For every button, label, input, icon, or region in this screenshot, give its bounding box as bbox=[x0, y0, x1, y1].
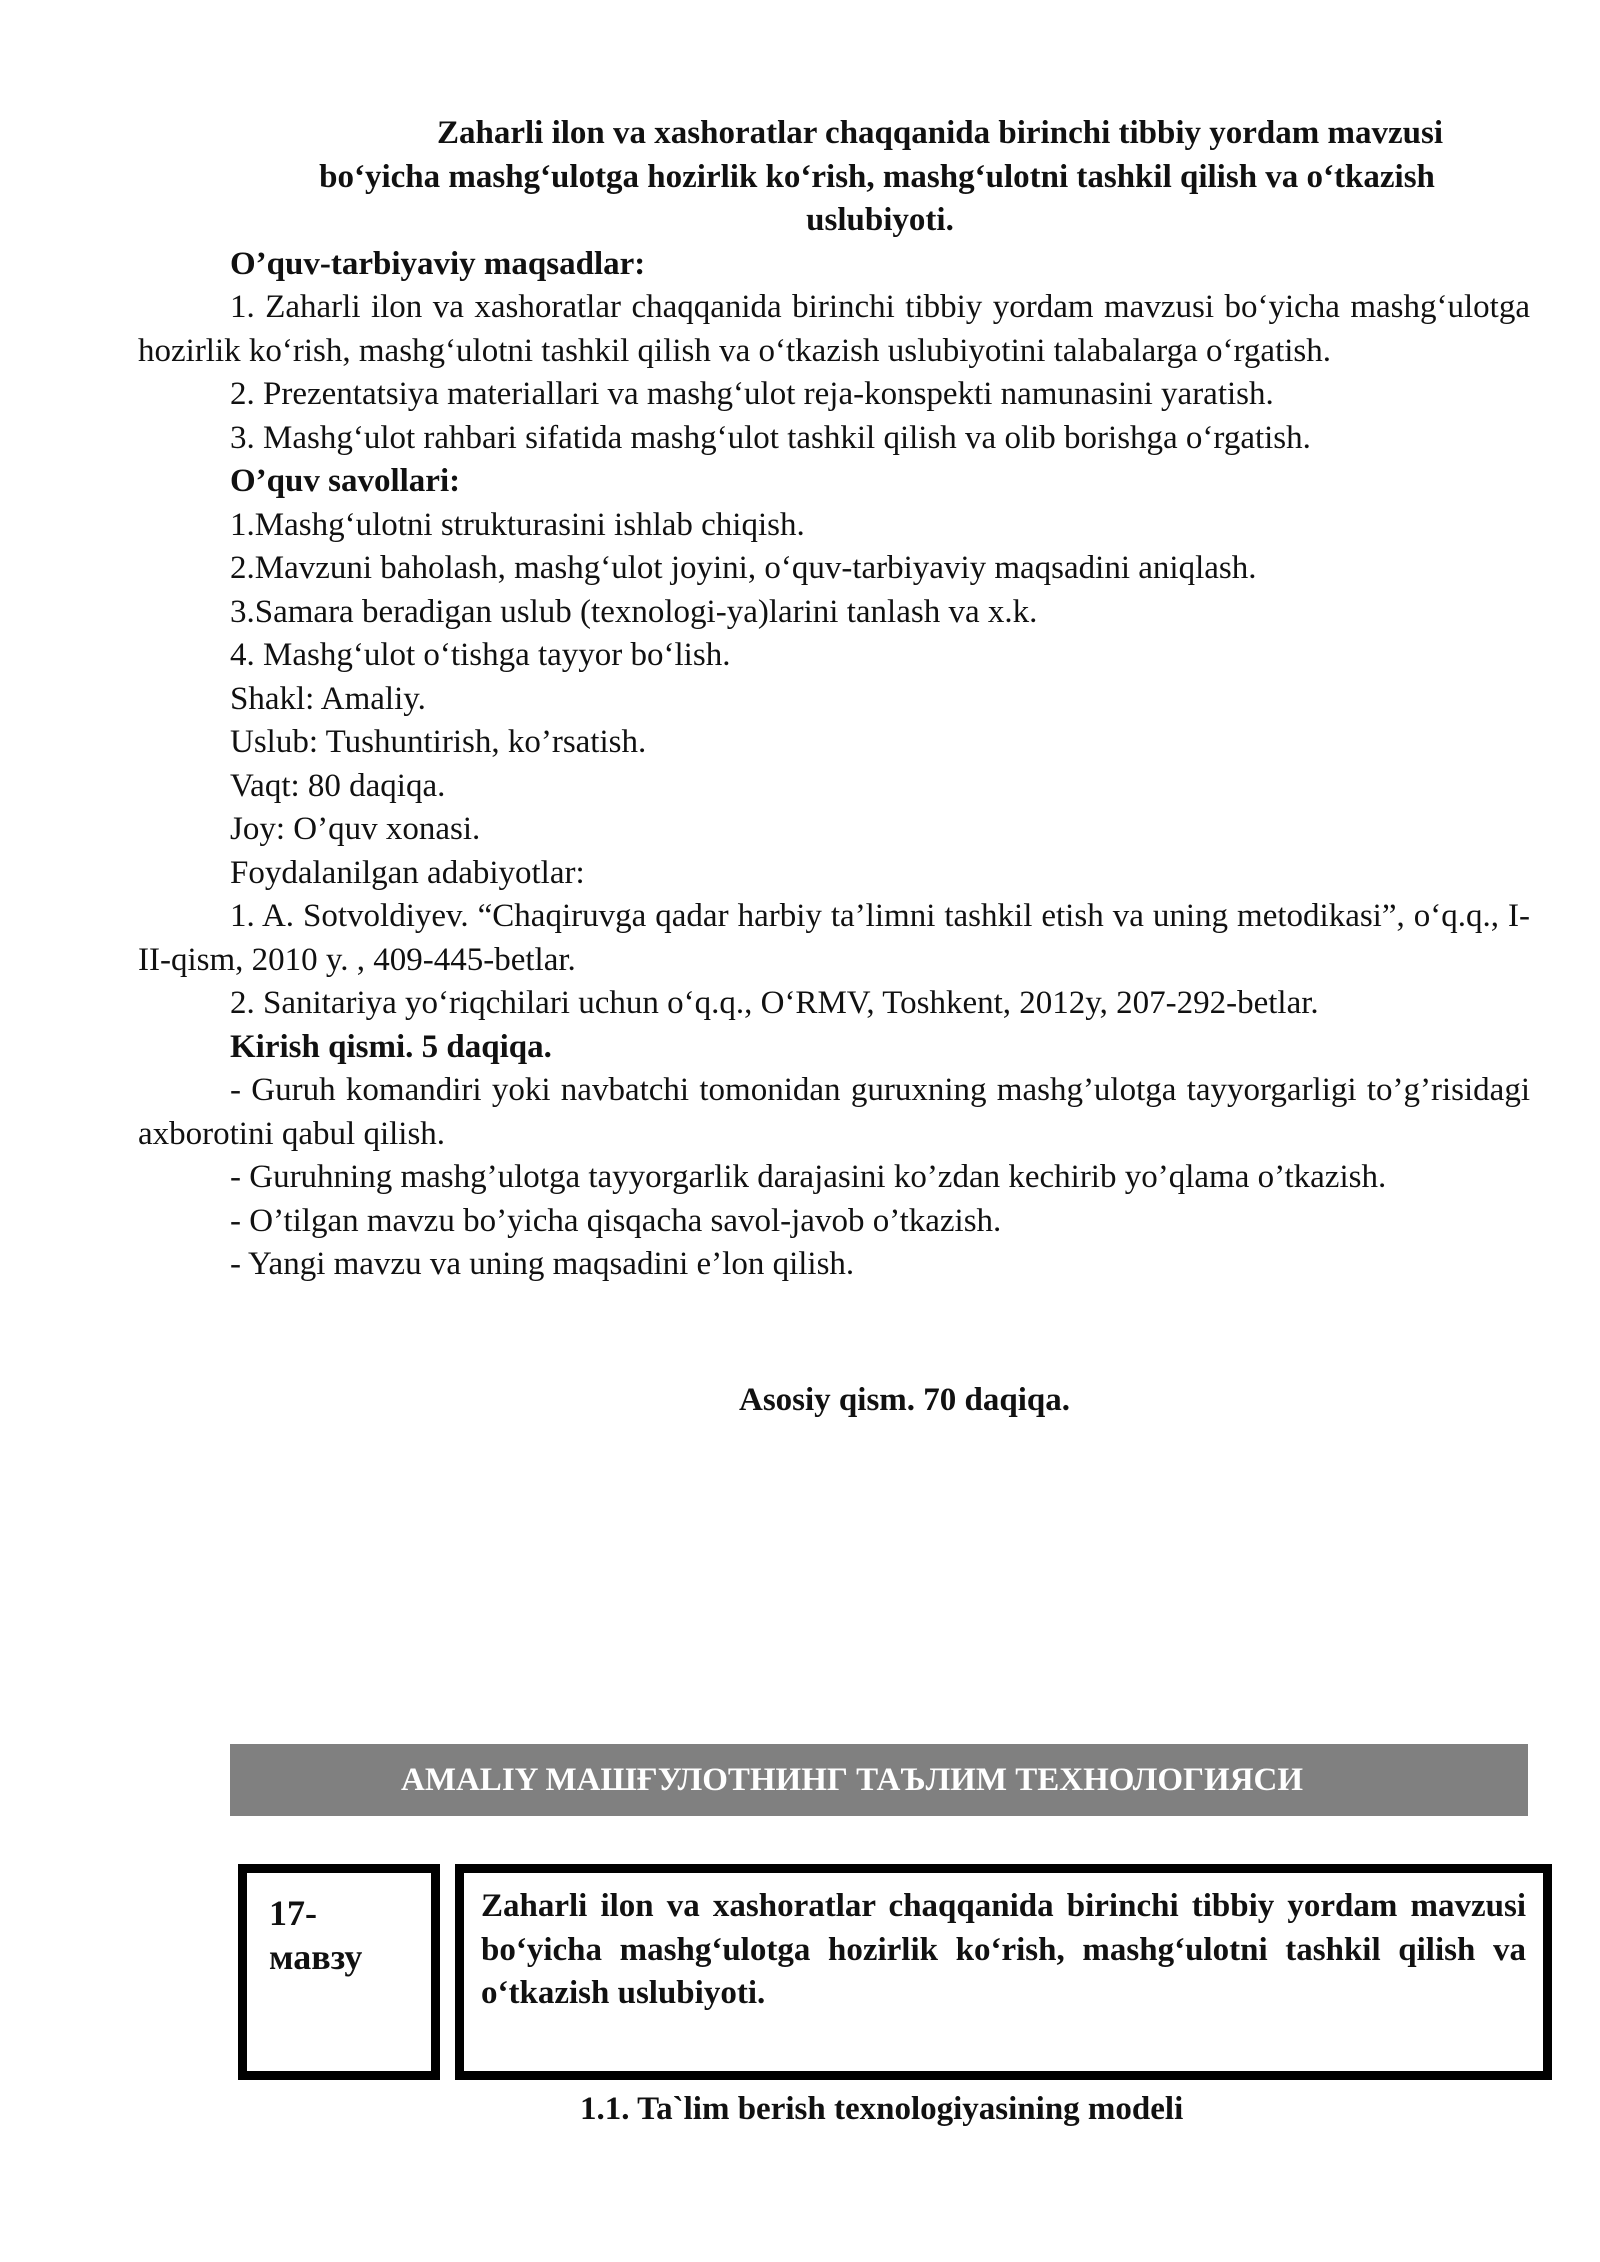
question-item: 3.Samara beradigan uslub (texnologi-ya)larini tanlash va x.k. bbox=[230, 593, 1038, 630]
question-item: 1.Mashg‘ulotni strukturasini ishlab chiqish. bbox=[230, 506, 805, 543]
model-heading: 1.1. Ta`lim berish texnologiyasining modeli bbox=[580, 2091, 1184, 2127]
literature-item: 1. A. Sotvoldiyev. “Chaqiruvga qadar harbiy ta’limni tashkil etish va uning metodikasi”, o‘q.q., I- II-qism, 2010 y. , 409-445-betlar. bbox=[138, 898, 1530, 978]
form-line: Shakl: Amaliy. bbox=[230, 680, 426, 717]
intro-list bbox=[138, 1069, 1530, 1287]
intro-item: - Guruhning mashg’ulotga tayyorgarlik darajasini ko’zdan kechirib yo’qlama o’tkazish. bbox=[230, 1159, 1387, 1195]
intro-heading: Kirish qismi. 5 daqiqa. bbox=[230, 1028, 552, 1065]
technology-banner bbox=[230, 1744, 1528, 1816]
question-item: 4. Mashg‘ulot o‘tishga tayyor bo‘lish. bbox=[230, 637, 731, 673]
document-body bbox=[138, 112, 1530, 1422]
main-part-heading: Asosiy qism. 70 daqiqa. bbox=[739, 1381, 1071, 1418]
intro-item: - Guruh komandiri yoki navbatchi tomonidan guruxning mashg’ulotga tayyorgarligi to’g’risidagi axborotini qabul qilish. bbox=[138, 1072, 1530, 1152]
topic-number: 17- bbox=[269, 1893, 317, 1933]
questions-heading: O’quv savollari: bbox=[230, 463, 461, 499]
goals-heading: O’quv-tarbiyaviy maqsadlar: bbox=[230, 245, 646, 282]
topic-title-box bbox=[455, 1864, 1552, 2080]
intro-item: - O’tilgan mavzu bo’yicha qisqacha savol-javob o’tkazish. bbox=[230, 1202, 1002, 1239]
question-item: 2.Mavzuni baholash, mashg‘ulot joyini, o‘quv-tarbiyaviy maqsadini aniqlash. bbox=[230, 550, 1257, 586]
literature-heading: Foydalanilgan adabiyotlar: bbox=[230, 854, 585, 891]
document-title-line-2: bo‘yicha mashg‘ulotga hozirlik ko‘rish, mashg‘ulotni tashkil qilish va o‘tkazish bbox=[319, 158, 1435, 195]
goal-item: 1. Zaharli ilon va xashoratlar chaqqanida birinchi tibbiy yordam mavzusi bo‘yicha mashg‘ulotga hozirlik ko‘rish, mashg‘ulotni tashkil qilish va o‘tkazish uslubiyotini talabalarga o‘rgatish. bbox=[138, 289, 1530, 369]
document-title-line-1: Zaharli ilon va xashoratlar chaqqanida birinchi tibbiy yordam mavzusi bbox=[436, 115, 1444, 151]
intro-item: - Yangi mavzu va uning maqsadini e’lon qilish. bbox=[230, 1246, 855, 1282]
spacer bbox=[230, 1287, 1530, 1379]
literature-item: 2. Sanitariya yo‘riqchilari uchun o‘q.q., O‘RMV, Toshkent, 2012y, 207-292-betlar. bbox=[230, 985, 1319, 1021]
document-title-line-3: uslubiyoti. bbox=[806, 202, 954, 238]
goals-list bbox=[138, 286, 1530, 460]
place-line: Joy: O’quv xonasi. bbox=[230, 811, 481, 847]
time-line: Vaqt: 80 daqiqa. bbox=[230, 767, 446, 804]
topic-number-text bbox=[269, 1891, 362, 1979]
method-line: Uslub: Tushuntirish, ko’rsatish. bbox=[230, 724, 647, 760]
goal-item: 3. Mashg‘ulot rahbari sifatida mashg‘ulot tashkil qilish va olib borishga o‘rgatish. bbox=[230, 419, 1311, 456]
goal-item: 2. Prezentatsiya materiallari va mashg‘ulot reja-konspekti namunasini yaratish. bbox=[230, 376, 1274, 412]
literature-list bbox=[138, 895, 1530, 1026]
topic-label: мавзу bbox=[269, 1937, 363, 1977]
topic-number-box bbox=[238, 1864, 440, 2080]
topic-title: Zaharli ilon va xashoratlar chaqqanida birinchi tibbiy yordam mavzusi bo‘yicha mashg‘ulotga hozirlik ko‘rish, mashg‘ulotni tashkil qilish va o‘tkazish uslubiyoti. bbox=[481, 1888, 1526, 2011]
banner-title: AMALIY МАШҒУЛОТНИНГ ТАЪЛИМ ТЕХНОЛОГИЯСИ bbox=[401, 1762, 1304, 1798]
